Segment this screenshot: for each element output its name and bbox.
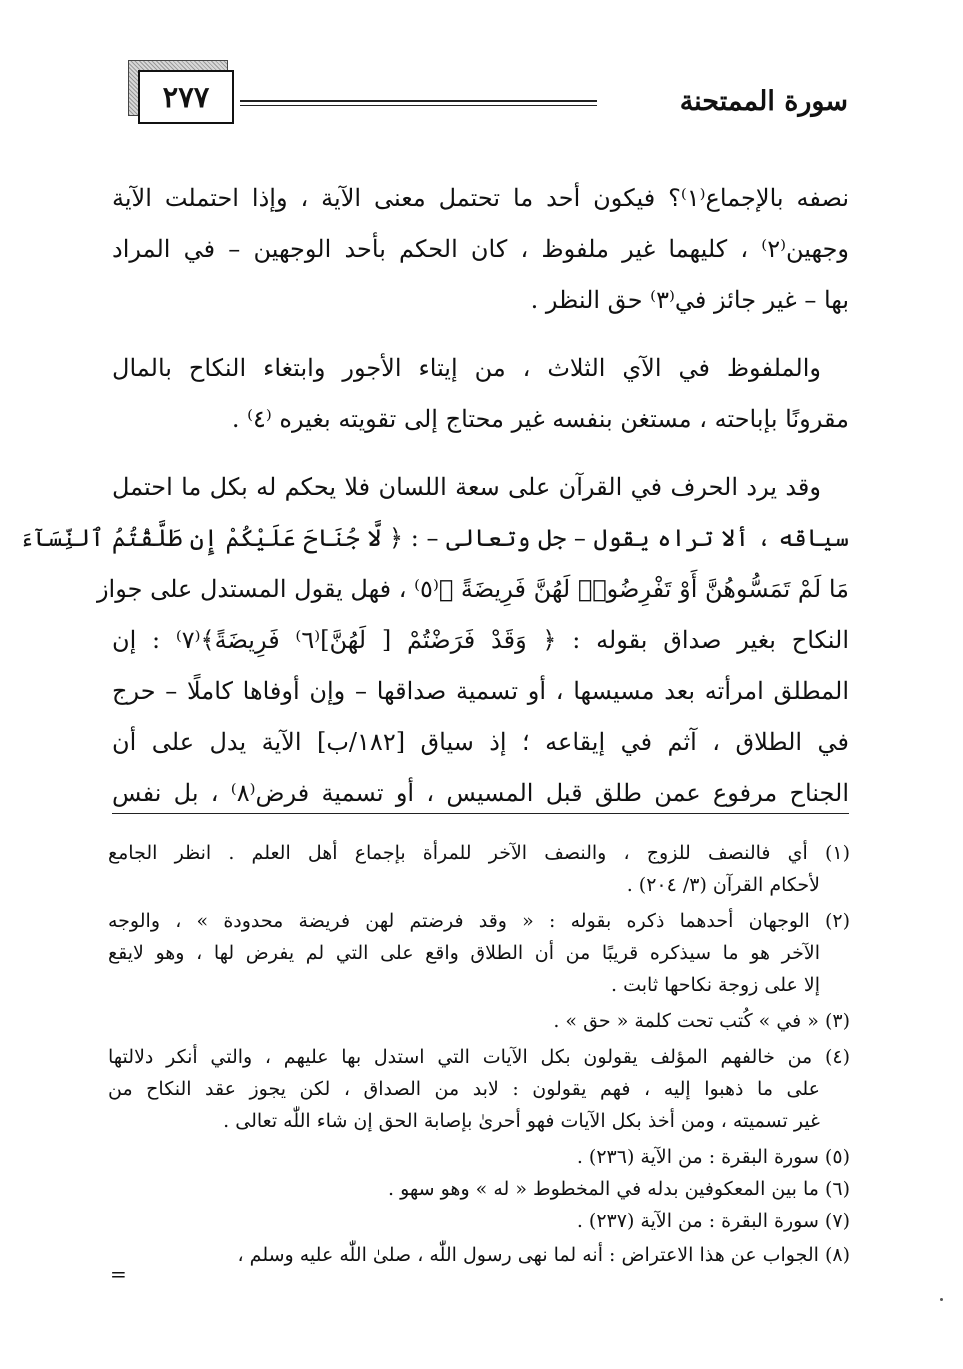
text-line: بها – غير جائز في⁽٣⁾ حق النظر . [530, 286, 849, 314]
footnote-line: إلا على زوجة نكاحها ثابت . [611, 974, 820, 996]
continuation-mark: = [110, 1262, 127, 1286]
text-line: سياقه ، ألا تراه يقول – جل وتعالى – : ﴿ لَّا جُنَاحَ عَلَيْكُمْ إِن طَلَّقْتُمُ ٱلنِّسَآءَ [19, 524, 849, 552]
text-line: والملفوظ في الآي الثلاث ، من إيتاء الأجور وابتغاء النكاح بالمال [112, 354, 821, 382]
footnote-line: لأحكام القرآن (٣/ ٢٠٤) . [626, 874, 820, 896]
scan-speck [940, 1298, 943, 1301]
text-line: الجناح مرفوع عمن طلق قبل المسيس ، أو تسمية فرض⁽٨⁾ ، بل نفس [112, 773, 849, 814]
footnote-line: غير تسميته ، ومن أخذ بكل الآيات فهو أحرىٰ بإصابة الحق إن شاء اللّٰه تعالى . [223, 1110, 820, 1132]
text-line: نصفه بالإجماع⁽١⁾؟ فيكون أحد ما تحتمل معنى الآية ، وإذا احتملت الآية [112, 184, 849, 212]
text-line: وجهين⁽٢⁾ ، كليهما غير ملفوظ ، كان الحكم بأحد الوجهين – في المراد [112, 235, 849, 263]
surah-title: سورة الممتحنة [679, 86, 848, 117]
text-line: النكاح بغير صداق بقوله : ﴿ وَقَدْ فَرَضْتُمْ [ لَهُنَّ]⁽٦⁾ فَرِيضَةً﴾⁽٧⁾ : إن [112, 626, 849, 654]
footnote-line: (٧) سورة البقرة : من الآية (٢٣٧) . [576, 1210, 850, 1232]
footnote-line: (٨) الجواب عن هذا الاعتراض : أنه لما نهى رسول اللّٰه ، صلىٰ اللّٰه عليه وسلم ، [237, 1244, 850, 1266]
text-line: في الطلاق ، آثم في إيقاعه ؛ إذ سياق [١٨٢/ب] الآية يدل على أن [112, 728, 849, 756]
page-number: ٢٧٧ [138, 70, 234, 124]
footnote-line: (٥) سورة البقرة : من الآية (٢٣٦) . [576, 1146, 850, 1168]
footnote-line: (٦) ما بين المعكوفين بدله في المخطوط « له » وهو سهو . [388, 1178, 850, 1200]
footnote-line: الآخر هو ما سيذكره قريبًا من أن الطلاق واقع على التي لم يفرض لها ، وهو لايقع [108, 942, 820, 964]
footnote-line: (١) أي فالنصف للزوج ، والنصف الآخر للمرأة بإجماع أهل العلم . انظر الجامع [108, 842, 850, 864]
header-rule-thin [240, 105, 597, 106]
text-line: وقد يرد الحرف في القرآن على سعة اللسان فلا يحكم له بكل ما احتمل [112, 473, 821, 501]
text-line: مَا لَمْ تَمَسُّوهُنَّ أَوْ تَفْرِضُوا۟ لَهُنَّ فَرِيضَةً ﴾⁽٥⁾ ، فهل يقول المستدل على جواز [96, 575, 849, 603]
footnote-line: (٢) الوجهان أحدهما ذكره بقوله : « وقد فرضتم لهن فريضة محدودة » ، والوجه [108, 910, 850, 932]
footnote-line: (٤) من خالفهم المؤلف يقولون بكل الآيات التي استدل بها عليهم ، والتي أنكر دلالتها [108, 1046, 850, 1068]
text-line: مقرونًا بإباحته ، مستغن بنفسه غير محتاج إلى تقويته بغيره ⁽٤⁾ . [231, 405, 849, 433]
footnote-line: على ما ذهبوا إليه ، فهم يقولون : لابد من الصداق ، لكن يجوز عقد النكاح من [108, 1078, 820, 1100]
footnote-line: (٣) « في » كُتب تحت كلمة « حق » . [553, 1010, 850, 1032]
main-text [19, 178, 849, 818]
text-line: المطلق امرأته بعد مسيسها ، أو تسمية صداقها – وإن أوفاها كاملًا – حرج [112, 677, 849, 705]
header-rule [240, 100, 597, 102]
